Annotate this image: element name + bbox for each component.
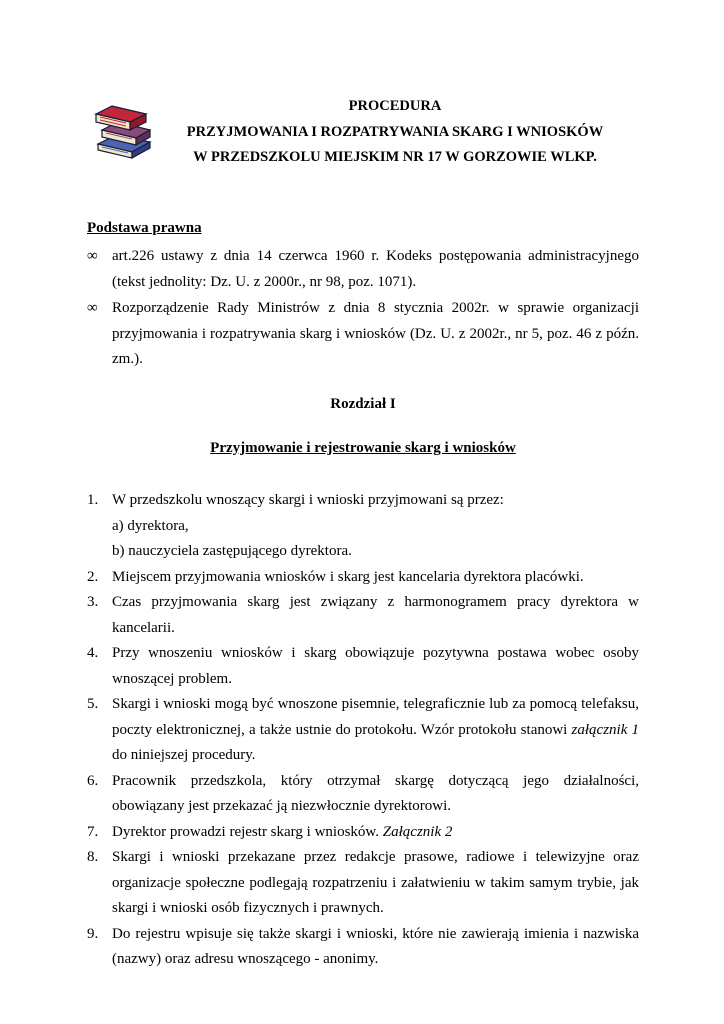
legal-basis-heading: Podstawa prawna xyxy=(87,220,202,236)
title-line-3: W PRZEDSZKOLU MIEJSKIM NR 17 W GORZOWIE WLKP. xyxy=(193,149,597,165)
infinity-bullet-icon: ∞ xyxy=(87,248,98,264)
rule-number: 3. xyxy=(87,594,99,610)
rule-text: W przedszkolu wnoszący skargi i wnioski przyjmowani są przez: xyxy=(112,492,504,508)
rule-item xyxy=(87,590,639,641)
rule-text: Miejscem przyjmowania wniosków i skarg jest kancelaria dyrektora placówki. xyxy=(112,568,584,585)
rule-item xyxy=(87,922,639,973)
rule-item xyxy=(87,820,639,846)
rule-text-main: Skargi i wnioski mogą być wnoszone pisemnie, telegraficznie lub za pomocą telefaksu, poczty elektronicznej, a także ustnie do protokołu. Wzór protokołu stanowi xyxy=(112,696,639,738)
title-line-2: PRZYJMOWANIA I ROZPATRYWANIA SKARG I WNIOSKÓW xyxy=(186,123,604,140)
rule-text: Do rejestru wpisuje się także skargi i wnioski, które nie zawierają imienia i nazwiska (nazwy) oraz adresu wnoszącego - anonimy. xyxy=(112,925,639,967)
rule-text: Przy wnoszeniu wniosków i skarg obowiązuje pozytywna postawa wobec osoby wnoszącej problem. xyxy=(112,645,639,687)
books-stack-icon xyxy=(92,100,154,162)
rules-list xyxy=(87,488,639,973)
rule-number: 9. xyxy=(87,925,99,942)
rule-number: 1. xyxy=(87,492,99,508)
attachment-reference: Załącznik 2 xyxy=(382,823,453,840)
rule-item xyxy=(87,692,639,769)
title-line-1: PROCEDURA xyxy=(348,98,442,114)
rule-text: Pracownik przedszkola, który otrzymał skargę dotyczącą jego działalności, obowiązany jest przekazać ją niezwłocznie dyrektorowi. xyxy=(112,772,639,814)
rule-text-main: Dyrektor prowadzi rejestr skarg i wniosków. xyxy=(112,823,380,840)
list-item xyxy=(87,244,639,295)
attachment-reference: załącznik 1 xyxy=(571,721,640,738)
rule-number: 7. xyxy=(87,823,99,840)
infinity-bullet-icon: ∞ xyxy=(87,300,98,316)
rule-text-tail: do niniejszej procedury. xyxy=(112,747,256,763)
rule-number: 2. xyxy=(87,568,99,585)
rule-text: Skargi i wnioski przekazane przez redakcje prasowe, radiowe i telewizyjne oraz organizacje społeczne podlegają rozpatrzeniu i załatwieniu w takim samym trybie, jak skargi i wnioski osób fizycznych i prawnych. xyxy=(112,849,639,916)
rule-item xyxy=(87,641,639,692)
chapter-title: Rozdział I xyxy=(330,396,396,412)
rule-item xyxy=(87,769,639,820)
document-title xyxy=(150,94,640,171)
rule-text xyxy=(112,820,639,846)
rule-number: 4. xyxy=(87,645,99,661)
rule-number: 6. xyxy=(87,772,99,789)
rule-text: Czas przyjmowania skarg jest związany z harmonogramem pracy dyrektora w kancelarii. xyxy=(112,594,639,636)
chapter-subtitle: Przyjmowanie i rejestrowanie skarg i wniosków xyxy=(210,440,516,456)
rule-subitem: a) dyrektora, xyxy=(112,517,189,534)
list-item xyxy=(87,296,639,373)
rule-item xyxy=(87,845,639,922)
rule-number: 8. xyxy=(87,849,99,865)
rule-item xyxy=(87,488,639,565)
legal-basis-text: Rozporządzenie Rady Ministrów z dnia 8 stycznia 2002r. w sprawie organizacji przyjmowania i rozpatrywania skarg i wniosków (Dz. U. z 2002r., nr 5, poz. 46 z późn. zm.). xyxy=(112,300,639,367)
rule-subitem: b) nauczyciela zastępującego dyrektora. xyxy=(112,543,352,559)
rule-item xyxy=(87,565,639,591)
legal-basis-text: art.226 ustawy z dnia 14 czerwca 1960 r. Kodeks postępowania administracyjnego (tekst jednolity: Dz. U. z 2000r., nr 98, poz. 1071). xyxy=(112,248,639,290)
legal-basis-list xyxy=(87,244,639,374)
rule-number: 5. xyxy=(87,696,99,712)
rule-text xyxy=(112,692,639,769)
